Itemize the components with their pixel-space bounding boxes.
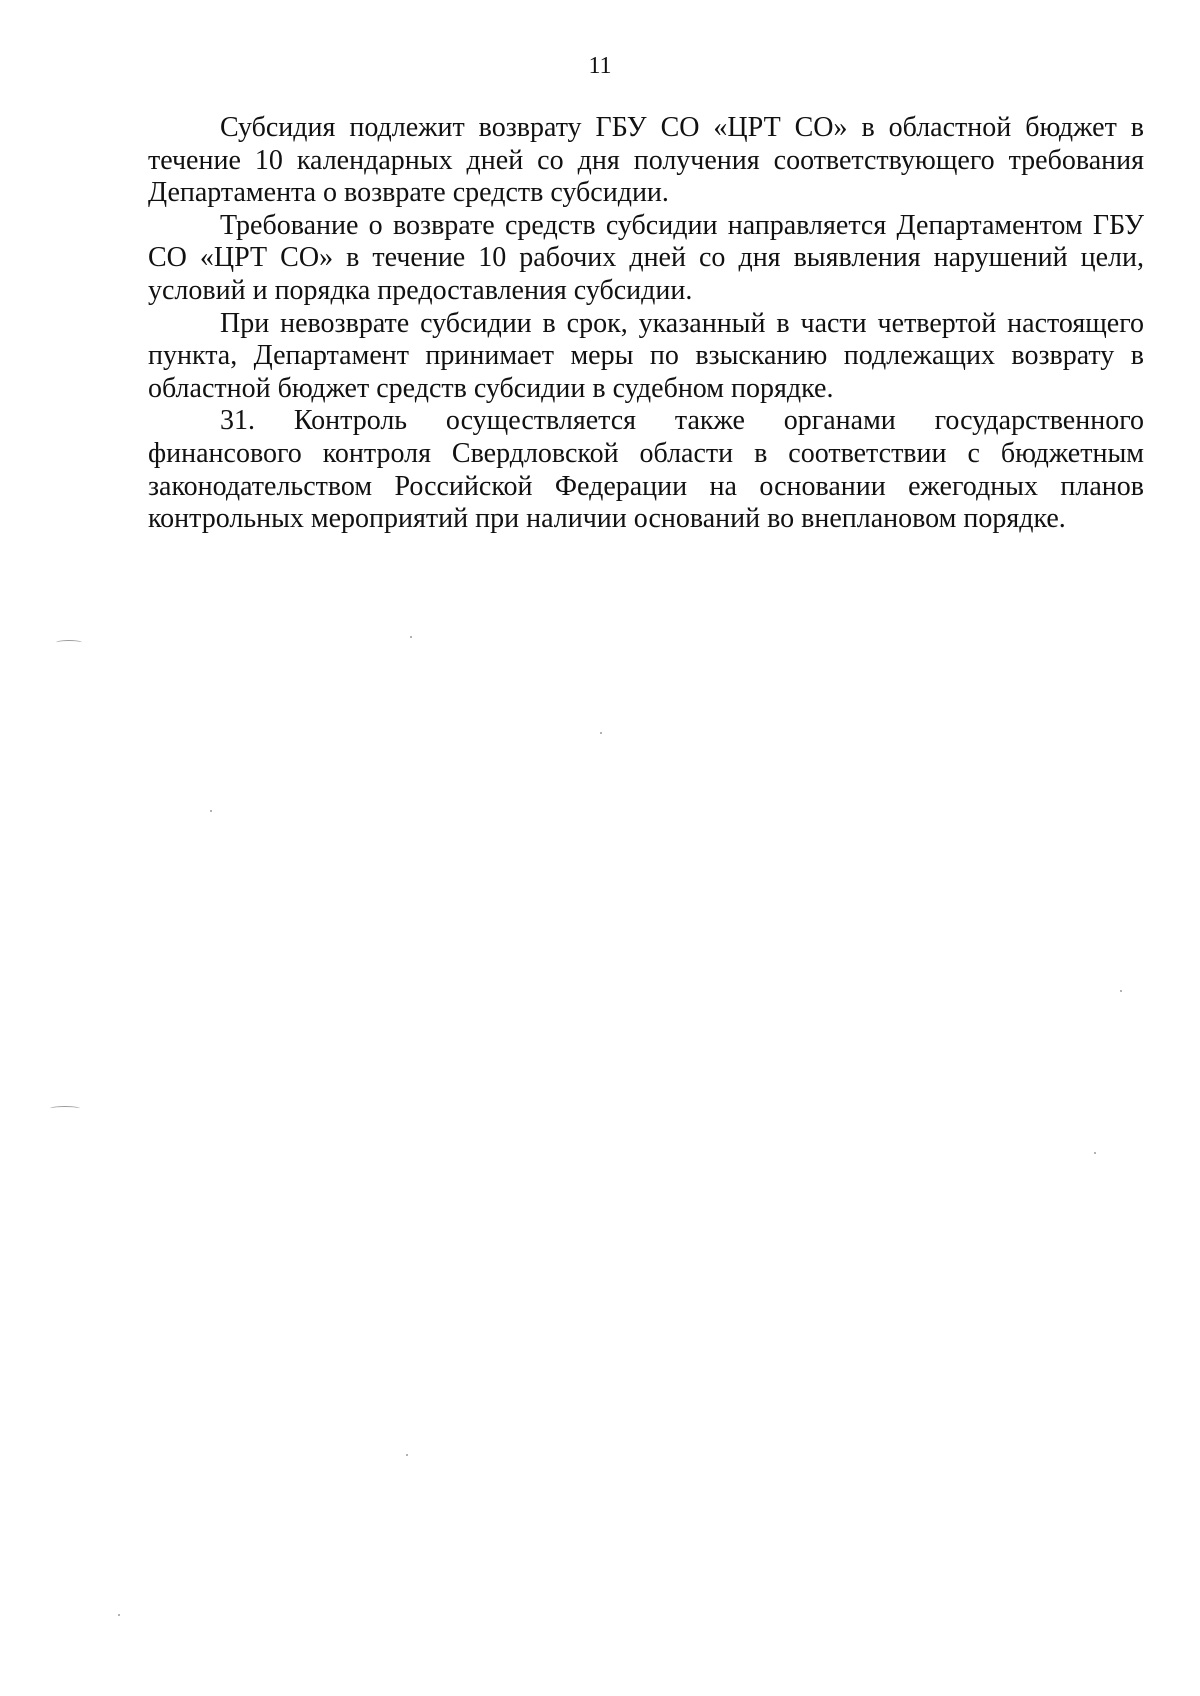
- scan-artifact-dot: [118, 1614, 120, 1616]
- scan-artifact-dot: [1120, 990, 1122, 992]
- scan-artifact-dot: [406, 1454, 408, 1456]
- document-body: [148, 112, 1144, 536]
- page-number: 11: [588, 53, 612, 79]
- paragraph-subsidy-return: Субсидия подлежит возврату ГБУ СО «ЦРТ СО» в областной бюджет в течение 10 календарных дней со дня получения соответствующего требования Департамента о возврате средств субсидии.: [148, 112, 1144, 209]
- paragraph-control-31: 31. Контроль осуществляется также органами государственного финансового контроля Свердловской области в соответствии с бюджетным законодательством Российской Федерации на основании ежегодных планов контрольных мероприятий при наличии оснований во внеплановом порядке.: [148, 405, 1144, 535]
- scan-artifact-mark: [56, 640, 82, 645]
- scan-artifact-dot: [1094, 1152, 1096, 1154]
- scan-artifact-mark: [50, 1106, 80, 1111]
- scan-artifact-dot: [410, 636, 412, 638]
- paragraph-return-requirement: Требование о возврате средств субсидии направляется Департаментом ГБУ СО «ЦРТ СО» в течение 10 рабочих дней со дня выявления нарушений цели, условий и порядка предоставления субсидии.: [148, 209, 1144, 306]
- paragraph-non-return: При невозврате субсидии в срок, указанный в части четвертой настоящего пункта, Департамент принимает меры по взысканию подлежащих возврату в областной бюджет средств субсидии в судебном порядке.: [148, 307, 1144, 404]
- scan-artifact-dot: [600, 732, 602, 734]
- scan-artifact-dot: [210, 810, 212, 812]
